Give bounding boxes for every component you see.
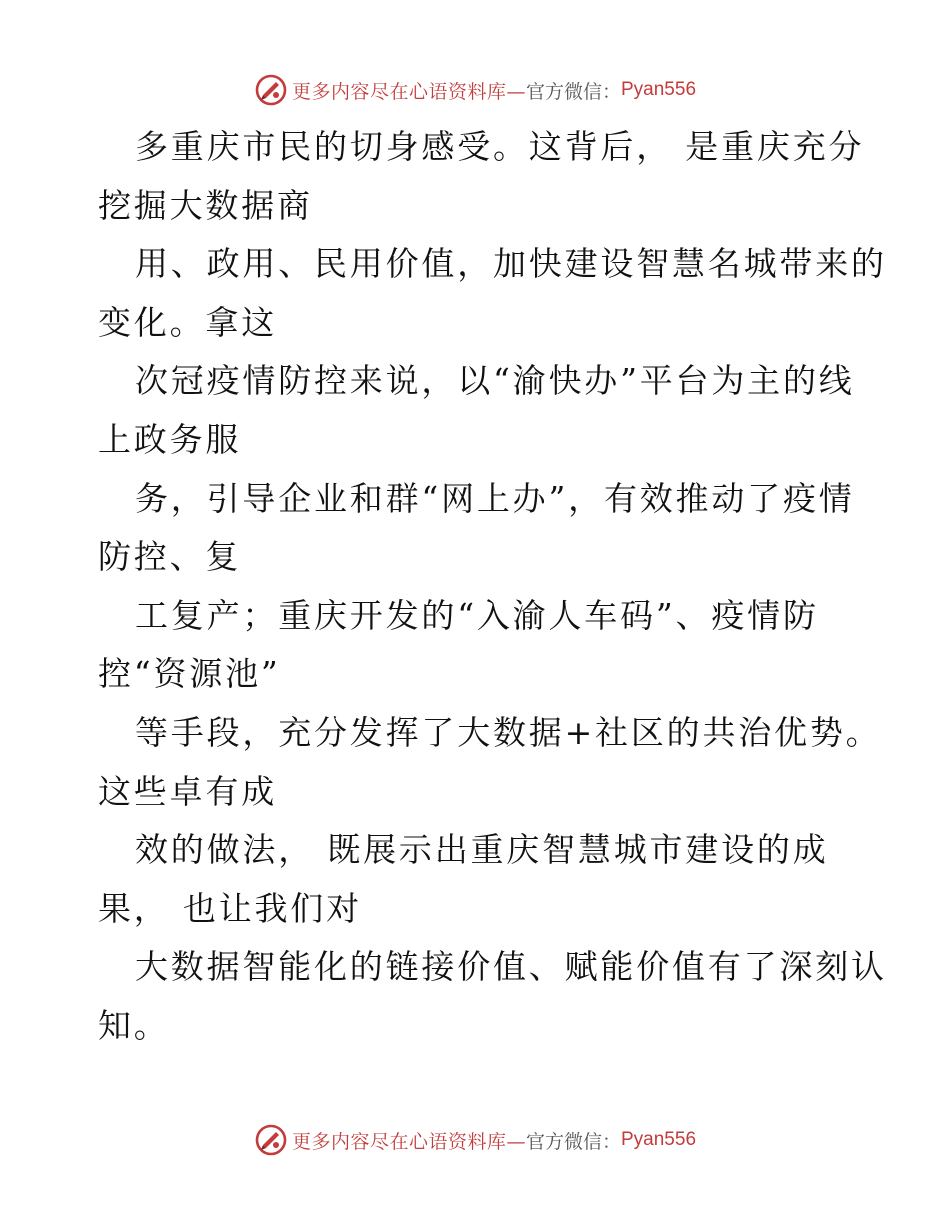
text-line: 控“资源池”: [98, 654, 281, 694]
header-banner: [0, 70, 950, 110]
text-line: 大数据智能化的链接价值、赋能价值有了深刻认: [135, 947, 887, 987]
text-line: 次冠疫情防控来说，以“渝快办”平台为主的线: [135, 361, 855, 401]
text-line: 多重庆市民的切身感受。这背后， 是重庆充分: [135, 127, 865, 166]
footer-banner-text: 更多内容尽在心语资料库—: [291, 1130, 526, 1153]
text-line: 果， 也让我们对: [98, 888, 362, 928]
footer-wechat-label: 官方微信：: [525, 1130, 621, 1153]
header-wechat-id: Pyan556: [621, 79, 697, 100]
text-line: 上政务服: [98, 419, 242, 459]
text-line: 知。: [98, 1005, 170, 1045]
header-wechat-label: 官方微信：: [525, 80, 621, 103]
text-line: 变化。拿这: [98, 302, 277, 342]
text-line: 防控、复: [98, 537, 242, 577]
text-line: 工复产；重庆开发的“入渝人车码”、疫情防: [135, 595, 819, 635]
text-line: 这些卓有成: [98, 771, 277, 811]
text-line: 等手段，充分发挥了大数据+社区的共治优势。: [135, 712, 882, 752]
library-logo-icon: [254, 1123, 288, 1157]
body-text: [98, 118, 887, 1056]
text-line: 效的做法， 既展示出重庆智慧城市建设的成: [135, 830, 829, 870]
library-logo-icon: [254, 73, 288, 107]
footer-banner: [0, 1120, 950, 1160]
text-line: 挖掘大数据商: [98, 185, 313, 225]
footer-wechat-id: Pyan556: [621, 1129, 697, 1150]
text-line: 用、政用、民用价值，加快建设智慧名城带来的: [135, 244, 887, 284]
header-banner-text: 更多内容尽在心语资料库—: [291, 80, 526, 103]
text-line: 务，引导企业和群“网上办”，有效推动了疫情: [135, 478, 855, 518]
